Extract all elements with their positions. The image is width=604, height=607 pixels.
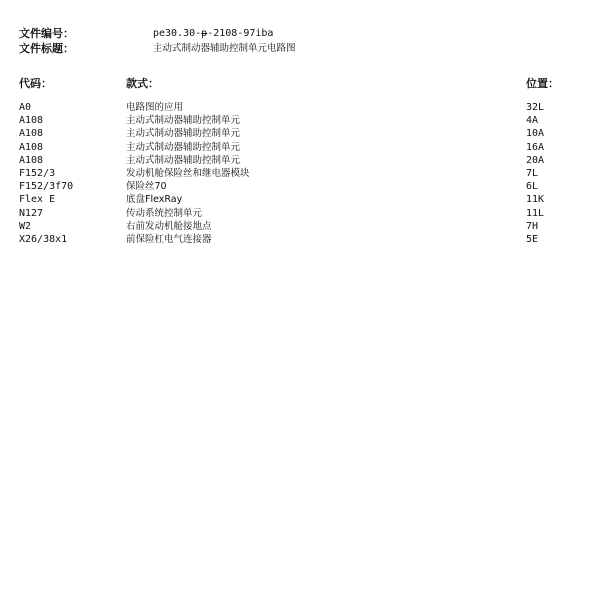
- component-list: [0, 101, 604, 246]
- component-position: 7H: [526, 220, 539, 232]
- component-code: A0: [19, 102, 32, 113]
- column-header-position: 位置：: [526, 77, 559, 90]
- list-item: [0, 101, 604, 114]
- list-item: [0, 141, 604, 154]
- list-item: [0, 167, 604, 180]
- component-description: 主动式制动器辅助控制单元: [126, 154, 241, 166]
- list-item: [0, 114, 604, 127]
- document-title-value: 主动式制动器辅助控制单元电路图: [153, 43, 296, 54]
- component-position: 20A: [526, 154, 545, 166]
- list-item: [0, 193, 604, 206]
- component-position: 32L: [526, 102, 545, 113]
- component-description: 保险丝70: [126, 181, 167, 193]
- component-description: 主动式制动器辅助控制单元: [126, 141, 241, 153]
- component-description: 主动式制动器辅助控制单元: [126, 115, 241, 127]
- component-code: A108: [19, 141, 44, 153]
- component-position: 11L: [526, 207, 545, 219]
- list-item: [0, 127, 604, 140]
- column-header-style: 款式：: [126, 77, 159, 90]
- document-number-value: [153, 27, 273, 41]
- component-code: X26/38x1: [19, 233, 68, 245]
- column-header-code: 代码：: [19, 77, 52, 90]
- component-description: 前保险杠电气连接器: [126, 233, 212, 245]
- document-number-prefix: pe30.30-: [153, 28, 202, 39]
- list-item: [0, 180, 604, 193]
- component-position: 16A: [526, 141, 545, 153]
- list-item: [0, 207, 604, 220]
- component-code: A108: [19, 128, 44, 140]
- component-code: A108: [19, 115, 44, 127]
- component-position: 7L: [526, 167, 539, 179]
- component-code: F152/3: [19, 167, 56, 179]
- list-item: [0, 154, 604, 167]
- component-description: 传动系统控制单元: [126, 207, 203, 219]
- component-position: 6L: [526, 181, 539, 193]
- component-description: 主动式制动器辅助控制单元: [126, 128, 241, 140]
- component-position: 11K: [526, 194, 545, 206]
- component-code: N127: [19, 207, 44, 219]
- document-title-label: 文件标题：: [19, 42, 74, 55]
- component-code: A108: [19, 154, 44, 166]
- list-item: [0, 233, 604, 246]
- document-number-label: 文件编号：: [19, 27, 74, 40]
- component-position: 5E: [526, 233, 539, 245]
- component-position: 10A: [526, 128, 545, 140]
- document-number-struck: p: [201, 28, 208, 39]
- component-description: 底盘FlexRay: [126, 194, 183, 206]
- document-number-suffix: -2108-97iba: [207, 28, 274, 39]
- component-position: 4A: [526, 115, 539, 127]
- component-description: 发动机舱保险丝和继电器模块: [126, 167, 250, 179]
- component-description: 右前发动机舱接地点: [126, 220, 212, 232]
- component-code: F152/3f70: [19, 181, 74, 193]
- component-code: W2: [19, 220, 32, 232]
- list-item: [0, 220, 604, 233]
- component-description: 电路图的应用: [126, 102, 184, 113]
- component-code: Flex E: [19, 194, 56, 206]
